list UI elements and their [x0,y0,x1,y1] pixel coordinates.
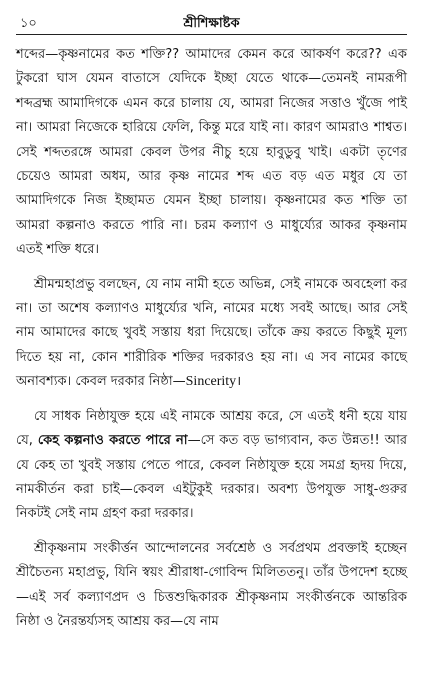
page-body [16,43,407,634]
page-header [16,12,407,35]
paragraph-2-end: । [236,374,242,390]
sincerity-term: Sincerity [185,374,237,390]
paragraph-1 [16,43,407,263]
paragraph-3-rest: —সে কত বড় ভাগ্যবান, কত উন্নত!! আর যে কেহ তা খুবই সস্তায় পেতে পারে, কেবল নিষ্ঠাযুক্ত হয়ে সমগ্র হৃদয় দিয়ে, নামকীর্তন করা চাই—কেবল এইটুকুই দরকার। অবশ্য উপযুক্ত সাধু-গুরুর নিকটই সেই নাম গ্রহণ করা দরকার। [16,433,408,522]
page-number: ১০ [20,16,37,31]
paragraph-2 [16,273,407,395]
paragraph-2-text: শ্রীমন্মহাপ্রভু বলছেন, যে নাম নামী হতে অভিন্ন, সেই নামকে অবহেলা কর না। তা অশেষ কল্যাণও মাধুর্য্যের খনি, নামের মধ্যে সবই আছে। আর সেই নাম আমাদের কাছে খুবই সস্তায় ধরা দিয়েছে। তাঁকে ক্রয় করতে কিছুই মূল্য দিতে হয় না, কোন শারীরিক শক্তির দরকারও হয় না। এ সব নামের কাছে অনাবশ্যক। কেবল দরকার নিষ্ঠা— [16,276,407,390]
paragraph-3 [16,405,407,527]
paragraph-4-text: শ্রীকৃষ্ণনাম সংকীর্ত্তন আন্দোলনের সর্বশ্রেষ্ঠ ও সর্বপ্রথম প্রবক্তাই হচ্ছেন শ্রীচৈতন্য মহাপ্রভু, যিনি স্বয়ং শ্রীরাধা-গোবিন্দ মিলিততনু। তাঁর উপদেশ হচ্ছে—এই সর্ব কল্যাণপ্রদ ও চিত্তশুদ্ধিকারক শ্রীকৃষ্ণনাম সংকীর্ত্তনকে আন্তরিক নিষ্ঠা ও নৈরন্তর্য্যসহ আশ্রয় কর—যে নাম [16,540,407,629]
paragraph-1-text: শব্দের—কৃষ্ণনামের কত শক্তি?? আমাদের কেমন করে আকর্ষণ করে?? এক টুকরো ঘাস যেমন বাতাসে যেদিকে ইচ্ছা যেতে থাকে—তেমনই নামরূপী শব্দব্রহ্ম আমাদিগকে এমন করে চালায় যে, আমরা নিজের সত্তাও খুঁজে পাই না। আমরা নিজেকে হারিয়ে ফেলি, কিন্তু মরে যাই না। কারণ আমরাও শাশ্বত। সেই শব্দতরঙ্গে আমরা কেবল উপর নীচু হয়ে হাবুডুবু খাই। একটা তৃণের চেয়েও আমরা অধম, আর কৃষ্ণ নামের শব্দ এত বড় এত মধুর যে তা আমাদিগকে নিজ ইচ্ছামত যেমন ইচ্ছা চালায়। কৃষ্ণনামের কত শক্তি তা আমরা কল্পনাও করতে পারি না। চরম কল্যাণ ও মাধুর্য্যের আকর কৃষ্ণনাম এতই শক্তি ধরে। [16,47,407,258]
paragraph-4 [16,537,407,635]
paragraph-3-text: যে সাধক নিষ্ঠাযুক্ত হয়ে এই নামকে আশ্রয় করে, সে এতই ধনী হয়ে যায় যে, [16,408,407,449]
running-title: শ্রীশিক্ষাষ্টক [183,16,240,31]
emphasis-text: কেহ কল্পনাও করতে পারে না [37,433,188,449]
